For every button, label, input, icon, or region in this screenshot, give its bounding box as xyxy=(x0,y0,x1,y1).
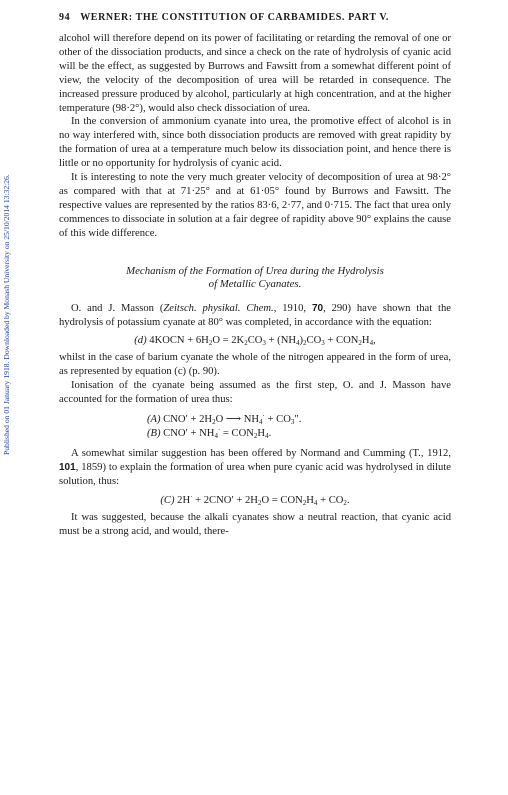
journal-name: Zeitsch. physikal. Chem. xyxy=(163,302,274,314)
equation-d-label: (d) xyxy=(134,335,147,347)
equation-b: (B) $CNO' + NH_4^\cdot = CON_2H_4$. xyxy=(147,426,272,441)
paragraph-4-text-a: O. and J. Masson ( xyxy=(71,302,164,314)
paragraph-4-text-c: , 290) have shown that the hydrolysis of potassium cyanate at 80° was completed, in accordance with the equation: xyxy=(59,302,451,328)
equation-b-label: (B) xyxy=(147,428,161,440)
equation-c: (C) $2H^\cdot + 2CNO' + 2H_2O = CON_2H_4 + CO_2$. xyxy=(160,492,350,507)
equations-a-b xyxy=(59,413,451,441)
paragraph-7 xyxy=(59,447,451,489)
paragraph-8: It was suggested, because the alkali cyanates show a neutral reaction, that cyanic acid must be a strong acid, and would, there- xyxy=(59,511,451,537)
volume-number: 70 xyxy=(311,302,324,314)
paragraph-3: It is interesting to note the very much greater velocity of decomposition of urea at 98·2° as compared with that at 71·25° and at 61·05° found by Burrows and Fawsitt. The respective values are represented by the ratios 83·6, 2·77, and 0·715. The fact that urea only commences to dissociate in solution at a fair degree of rapidity above 90° explains the cause of this wide difference. xyxy=(59,172,451,239)
running-header xyxy=(59,12,451,32)
page-number: 94 xyxy=(59,12,71,23)
paragraph-4 xyxy=(59,302,451,330)
page xyxy=(59,12,451,539)
paragraph-6: Ionisation of the cyanate being assumed as the first step, O. and J. Masson have accounted for the formation of urea thus: xyxy=(59,380,451,406)
section-heading-line-1: Mechanism of the Formation of Urea during the Hydrolysis xyxy=(126,264,384,277)
paragraph-2: In the conversion of ammonium cyanate into urea, the promotive effect of alcohol is in no way interfered with, since both dissociation products are removed with great rapidity by the formation of urea at a temperature much below its dissociation point, and hence there is little or no opportunity for hydrolysis of cyanic acid. xyxy=(59,116,451,170)
section-heading-line-2: of Metallic Cyanates. xyxy=(208,278,302,291)
equation-c-label: (C) xyxy=(160,494,175,506)
section-heading xyxy=(59,265,451,292)
paragraph-7-text-b: , 1859) to explain the formation of urea when pure cyanic acid was hydrolysed in dilute solution, thus: xyxy=(59,461,451,487)
equation-a: (A) $CNO' + 2H_2O$ ⟶ $NH_4^\cdot + CO_3''$. xyxy=(147,412,302,427)
running-title: WERNER: THE CONSTITUTION OF CARBAMIDES. PART V. xyxy=(80,12,390,23)
paragraph-7-text-a: A somewhat similar suggestion has been offered by Normand and Cumming (T., 1912, xyxy=(71,448,451,460)
volume-number-2: 101 xyxy=(59,461,76,473)
paragraph-1: alcohol will therefore depend on its power of facilitating or retarding the removal of one or other of the dissociation products, and since a check on the rate of hydrolysis of cyanic acid will be the effect, as suggested by Burrows and Fawsitt from a somewhat different point of view, the velocity of the decomposition of urea will be retarded in consequence. The increased pressure produced by alcohol, particularly at high concentration, and at the higher temperature (98·2°), would also check dissociation of urea. xyxy=(59,33,451,114)
equation-d: (d) 4KOCN + $6H_2O = 2K_2CO_3 + (NH_4)_2CO_3 + CON_2H_4$, xyxy=(134,335,376,348)
paragraph-5: whilst in the case of barium cyanate the whole of the nitrogen appeared in the form of urea, as represented by equation (c) (p. 90). xyxy=(59,352,451,378)
paragraph-4-text-b: , 1910, xyxy=(273,302,312,314)
equation-a-label: (A) xyxy=(147,414,161,426)
download-notice: Published on 01 January 1918. Downloaded by Monash University on 25/10/2014 13:32:26. xyxy=(2,174,11,456)
